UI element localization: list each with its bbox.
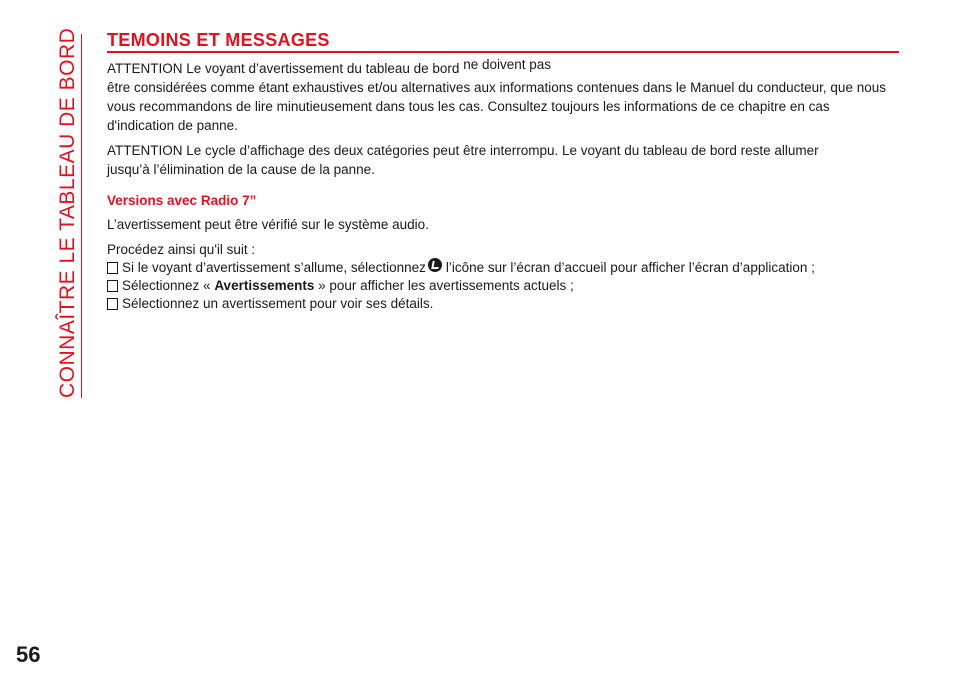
warning-2-body-1: Le cycle d’affichage des deux catégories peut être interrompu. Le voyant du tableau de bord reste allumer: [186, 143, 819, 158]
radio-subtitle: Versions avec Radio 7”: [107, 193, 257, 208]
procedure-lead: Procédez ainsi qu'il suit :: [107, 242, 256, 257]
list-item: [107, 277, 899, 295]
step-1-after: l’icône sur l’écran d’accueil pour afficher l’écran d’application ;: [445, 260, 815, 275]
warning-1-body: être considérées comme étant exhaustives et/ou alternatives aux informations contenues dans le Manuel du conducteur, que nous vous recommandons de lire minutieusement dans tous les cas. Consultez toujours les informations de ce chapitre en cas d'indication de panne.: [107, 80, 886, 133]
step-2-after: » pour afficher les avertissements actuels ;: [314, 278, 574, 293]
list-item: [107, 295, 899, 313]
page-number: 56: [16, 642, 41, 667]
chapter-side-rule: [81, 34, 82, 398]
checkbox-bullet-icon: [107, 262, 118, 274]
warning-1-raised: ne doivent pas: [463, 57, 552, 72]
step-3-text: Sélectionnez un avertissement pour voir ses détails.: [122, 296, 434, 311]
page-content: [107, 30, 899, 313]
list-item: [107, 259, 899, 277]
title-rule: [107, 51, 899, 53]
procedure-steps: [107, 259, 899, 313]
step-1-before: Si le voyant d’avertissement s’allume, sélectionnez: [122, 260, 426, 275]
audio-warning-app-icon: [428, 258, 442, 272]
warning-2-lead: ATTENTION: [107, 143, 183, 158]
section-title: TEMOINS ET MESSAGES: [107, 30, 330, 50]
checkbox-bullet-icon: [107, 280, 118, 292]
step-2-bold: Avertissements: [214, 278, 315, 293]
radio-intro: L’avertissement peut être vérifié sur le système audio.: [107, 217, 429, 232]
warning-paragraph-1: [107, 59, 899, 135]
warning-2-body-2: jusqu’à l’élimination de la cause de la panne.: [107, 162, 375, 177]
checkbox-bullet-icon: [107, 298, 118, 310]
step-2-before: Sélectionnez «: [122, 278, 215, 293]
chapter-side-title: CONNAÎTRE LE TABLEAU DE BORD: [56, 27, 79, 398]
warning-1-lead: ATTENTION Le voyant d’avertissement du tableau de bord: [107, 61, 460, 76]
warning-paragraph-2: [107, 141, 899, 179]
